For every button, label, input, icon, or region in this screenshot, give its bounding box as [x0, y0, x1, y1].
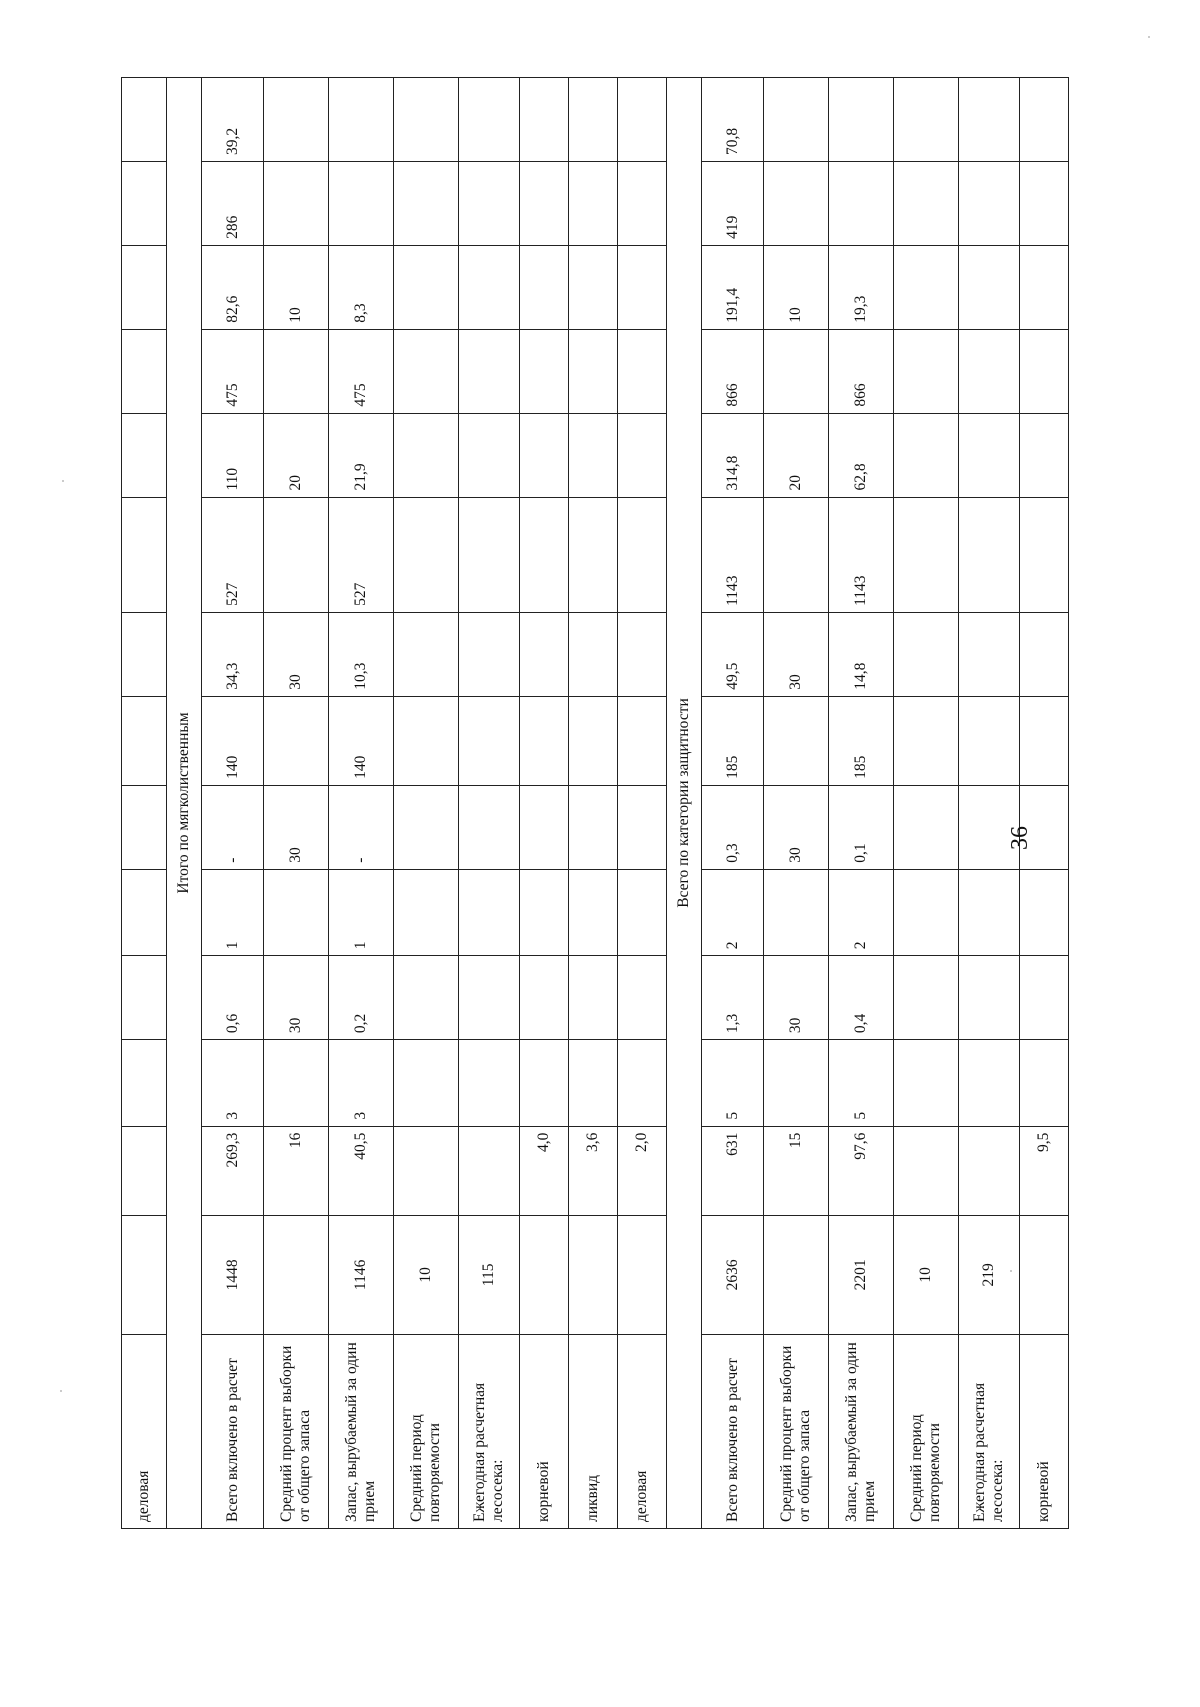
table-cell [764, 1215, 829, 1334]
table-cell: 70,8 [702, 78, 764, 162]
table-cell [459, 785, 520, 869]
table-cell [1020, 329, 1069, 413]
table-cell [894, 785, 959, 869]
table-cell: 30 [764, 785, 829, 869]
row-label: корневой [520, 1335, 569, 1529]
table-cell: 3 [329, 1040, 394, 1127]
table-cell: 1,3 [702, 956, 764, 1040]
table-cell [1020, 869, 1069, 956]
table-cell [569, 245, 618, 329]
table-cell: 1146 [329, 1215, 394, 1334]
table-row [569, 78, 618, 1529]
table-cell [520, 78, 569, 162]
table-cell [618, 1215, 667, 1334]
table-cell: 2636 [702, 1215, 764, 1334]
table-cell [264, 162, 329, 246]
table-cell [618, 612, 667, 696]
table-cell [764, 329, 829, 413]
table-cell [329, 162, 394, 246]
table-cell [894, 1126, 959, 1215]
table-cell [1020, 497, 1069, 612]
table-cell [894, 78, 959, 162]
table-cell [959, 1126, 1020, 1215]
table-cell: 527 [202, 497, 264, 612]
table-cell: 9,5 [1020, 1126, 1069, 1215]
table-cell [894, 696, 959, 785]
table-cell [569, 497, 618, 612]
table-cell: 0,6 [202, 956, 264, 1040]
table-cell: 110 [202, 413, 264, 497]
table-cell: 20 [764, 413, 829, 497]
row-label: Средний процент выборки от общего запаса [264, 1335, 329, 1529]
table-cell: 475 [202, 329, 264, 413]
row-label: корневой [1020, 1335, 1069, 1529]
table-cell: 185 [829, 696, 894, 785]
table-cell [959, 413, 1020, 497]
table-row [1020, 78, 1069, 1529]
table-cell [959, 956, 1020, 1040]
table-cell [520, 497, 569, 612]
table-cell [959, 497, 1020, 612]
table-cell: 10 [894, 1215, 959, 1334]
table-cell [520, 1040, 569, 1127]
table-cell [569, 1215, 618, 1334]
row-label: Средний период повторяемости [894, 1335, 959, 1529]
table-cell: 866 [829, 329, 894, 413]
table-cell: 20 [264, 413, 329, 497]
row-label: Ежегодная расчетная лесосека: [459, 1335, 520, 1529]
table-cell [618, 785, 667, 869]
table-cell [520, 162, 569, 246]
table-cell [569, 612, 618, 696]
table-cell: 62,8 [829, 413, 894, 497]
table-cell: 30 [264, 612, 329, 696]
table-cell [394, 785, 459, 869]
table-cell [569, 956, 618, 1040]
table-cell [959, 696, 1020, 785]
table-cell [1020, 696, 1069, 785]
table-cell: 3,6 [569, 1126, 618, 1215]
table-cell: 19,3 [829, 245, 894, 329]
table-cell: 3 [202, 1040, 264, 1127]
table-cell [520, 956, 569, 1040]
table-cell [894, 869, 959, 956]
table-cell [329, 78, 394, 162]
table-cell [569, 785, 618, 869]
row-label: Средний период повторяемости [394, 1335, 459, 1529]
table-row [829, 78, 894, 1529]
scan-speck [1010, 1270, 1012, 1272]
table-cell [569, 869, 618, 956]
table-cell [520, 1215, 569, 1334]
table-cell: 30 [764, 956, 829, 1040]
table-cell [264, 869, 329, 956]
table-cell [520, 245, 569, 329]
row-label: Ежегодная расчетная лесосека: [959, 1335, 1020, 1529]
row-label: Всего включено в расчет [202, 1335, 264, 1529]
table-cell [264, 329, 329, 413]
table-cell: 0,3 [702, 785, 764, 869]
table-cell: 1143 [702, 497, 764, 612]
table-cell: 2201 [829, 1215, 894, 1334]
table-cell [959, 162, 1020, 246]
table-cell: 39,2 [202, 78, 264, 162]
table-cell: 21,9 [329, 413, 394, 497]
table-row [618, 78, 667, 1529]
table-cell [1020, 1215, 1069, 1334]
table-cell [394, 329, 459, 413]
table-cell [894, 497, 959, 612]
row-label: деловая [618, 1335, 667, 1529]
table-cell: 527 [329, 497, 394, 612]
table-cell: 40,5 [329, 1126, 394, 1215]
table-cell [618, 869, 667, 956]
row-label: ликвид [569, 1335, 618, 1529]
table-cell [459, 497, 520, 612]
table-cell [459, 162, 520, 246]
table-row [459, 78, 520, 1529]
section-title-row [667, 78, 702, 1529]
scan-speck [62, 480, 64, 482]
table-cell: 475 [329, 329, 394, 413]
table-cell [618, 329, 667, 413]
table-cell [829, 162, 894, 246]
table-cell [264, 497, 329, 612]
table-row [264, 78, 329, 1529]
table-cell [1020, 1040, 1069, 1127]
table-cell [394, 869, 459, 956]
table-cell: 34,3 [202, 612, 264, 696]
table-cell: 0,2 [329, 956, 394, 1040]
table-cell [1020, 612, 1069, 696]
table-cell [394, 497, 459, 612]
table-cell [764, 696, 829, 785]
table-cell: 115 [459, 1215, 520, 1334]
table-cell [264, 1040, 329, 1127]
table-row [894, 78, 959, 1529]
table-cell [1020, 956, 1069, 1040]
table-cell: 5 [829, 1040, 894, 1127]
table-cell [764, 78, 829, 162]
table-cell [459, 413, 520, 497]
table-cell [459, 78, 520, 162]
table-row [520, 78, 569, 1529]
table-cell [264, 1215, 329, 1334]
table-cell [459, 956, 520, 1040]
table-cell [459, 329, 520, 413]
table-cell [894, 413, 959, 497]
table-cell [520, 612, 569, 696]
table-cell: 866 [702, 329, 764, 413]
table-cell [764, 869, 829, 956]
table-cell [394, 162, 459, 246]
table-cell: 219 [959, 1215, 1020, 1334]
table-cell [459, 869, 520, 956]
table-cell [394, 696, 459, 785]
table-cell [959, 329, 1020, 413]
table-frame [121, 77, 1076, 1529]
scan-speck [60, 1390, 62, 1392]
table-cell [618, 1040, 667, 1127]
table-cell [520, 329, 569, 413]
table-cell [520, 785, 569, 869]
forest-stock-table [121, 77, 1069, 1529]
table-cell [459, 696, 520, 785]
table-body [122, 78, 1069, 1529]
table-cell: 0,1 [829, 785, 894, 869]
table-cell [569, 78, 618, 162]
table-cell [618, 78, 667, 162]
table-row [329, 78, 394, 1529]
table-cell [959, 78, 1020, 162]
table-cell: 4,0 [520, 1126, 569, 1215]
table-cell: 1143 [829, 497, 894, 612]
table-cell: 1 [329, 869, 394, 956]
table-cell [394, 956, 459, 1040]
table-cell: 185 [702, 696, 764, 785]
table-row [122, 78, 167, 1529]
table-cell [764, 497, 829, 612]
table-cell [569, 329, 618, 413]
table-row [202, 78, 264, 1529]
table-cell [894, 329, 959, 413]
table-cell [459, 1040, 520, 1127]
table-cell [894, 956, 959, 1040]
table-cell: 14,8 [829, 612, 894, 696]
table-cell [959, 612, 1020, 696]
table-cell [764, 1040, 829, 1127]
table-cell [618, 696, 667, 785]
table-cell [569, 696, 618, 785]
row-label: Запас, вырубаемый за один прием [329, 1335, 394, 1529]
table-cell [618, 413, 667, 497]
table-row [394, 78, 459, 1529]
table-cell: 2 [829, 869, 894, 956]
table-cell [959, 1040, 1020, 1127]
table-row [959, 78, 1020, 1529]
table-cell: 49,5 [702, 612, 764, 696]
table-cell [520, 413, 569, 497]
table-cell [894, 162, 959, 246]
table-cell: 2,0 [618, 1126, 667, 1215]
table-cell: - [329, 785, 394, 869]
table-cell: 30 [764, 612, 829, 696]
table-cell [569, 162, 618, 246]
table-cell [894, 1040, 959, 1127]
table-cell [569, 413, 618, 497]
table-cell [618, 497, 667, 612]
table-row [702, 78, 764, 1529]
rotated-table-container [121, 77, 1076, 1529]
table-cell: 419 [702, 162, 764, 246]
table-cell: 1448 [202, 1215, 264, 1334]
table-cell: 314,8 [702, 413, 764, 497]
table-cell [264, 78, 329, 162]
section-title-row [167, 78, 202, 1529]
table-cell: - [202, 785, 264, 869]
table-cell [459, 245, 520, 329]
table-cell [1020, 245, 1069, 329]
table-cell [618, 162, 667, 246]
scan-speck [1148, 36, 1150, 38]
table-cell [1020, 162, 1069, 246]
table-cell: 30 [264, 785, 329, 869]
table-cell [394, 1040, 459, 1127]
table-cell: 286 [202, 162, 264, 246]
table-cell: 140 [329, 696, 394, 785]
table-cell [394, 78, 459, 162]
table-cell: 97,6 [829, 1126, 894, 1215]
table-cell: 1 [202, 869, 264, 956]
table-cell: 269,3 [202, 1126, 264, 1215]
page-number: 36 [1007, 826, 1033, 850]
table-cell: 5 [702, 1040, 764, 1127]
row-label: деловая [122, 1335, 167, 1529]
table-row [764, 78, 829, 1529]
table-cell [618, 956, 667, 1040]
table-cell: 2 [702, 869, 764, 956]
table-cell [1020, 413, 1069, 497]
table-cell: 16 [264, 1126, 329, 1215]
table-cell [394, 245, 459, 329]
table-cell [520, 869, 569, 956]
table-cell [894, 612, 959, 696]
table-cell [618, 245, 667, 329]
table-cell: 10 [764, 245, 829, 329]
row-label: Средний процент выборки от общего запаса [764, 1335, 829, 1529]
table-cell: 8,3 [329, 245, 394, 329]
table-cell: 631 [702, 1126, 764, 1215]
table-cell: 15 [764, 1126, 829, 1215]
table-cell: 10,3 [329, 612, 394, 696]
section-title: Всего по категории защитности [667, 78, 702, 1529]
section-title: Итого по мягколиственным [167, 78, 202, 1529]
table-cell [829, 78, 894, 162]
table-cell [394, 413, 459, 497]
table-cell [520, 696, 569, 785]
table-cell: 140 [202, 696, 264, 785]
table-cell [394, 1126, 459, 1215]
table-cell: 10 [394, 1215, 459, 1334]
table-cell: 0,4 [829, 956, 894, 1040]
table-cell: 191,4 [702, 245, 764, 329]
table-cell: 10 [264, 245, 329, 329]
table-cell [894, 245, 959, 329]
table-cell [459, 1126, 520, 1215]
row-label: Всего включено в расчет [702, 1335, 764, 1529]
row-label: Запас, вырубаемый за один прием [829, 1335, 894, 1529]
table-cell [459, 612, 520, 696]
table-cell: 30 [264, 956, 329, 1040]
table-cell [959, 869, 1020, 956]
table-cell [764, 162, 829, 246]
table-cell [959, 245, 1020, 329]
table-cell [1020, 78, 1069, 162]
table-cell [394, 612, 459, 696]
table-cell: 82,6 [202, 245, 264, 329]
table-cell [264, 696, 329, 785]
table-cell [569, 1040, 618, 1127]
